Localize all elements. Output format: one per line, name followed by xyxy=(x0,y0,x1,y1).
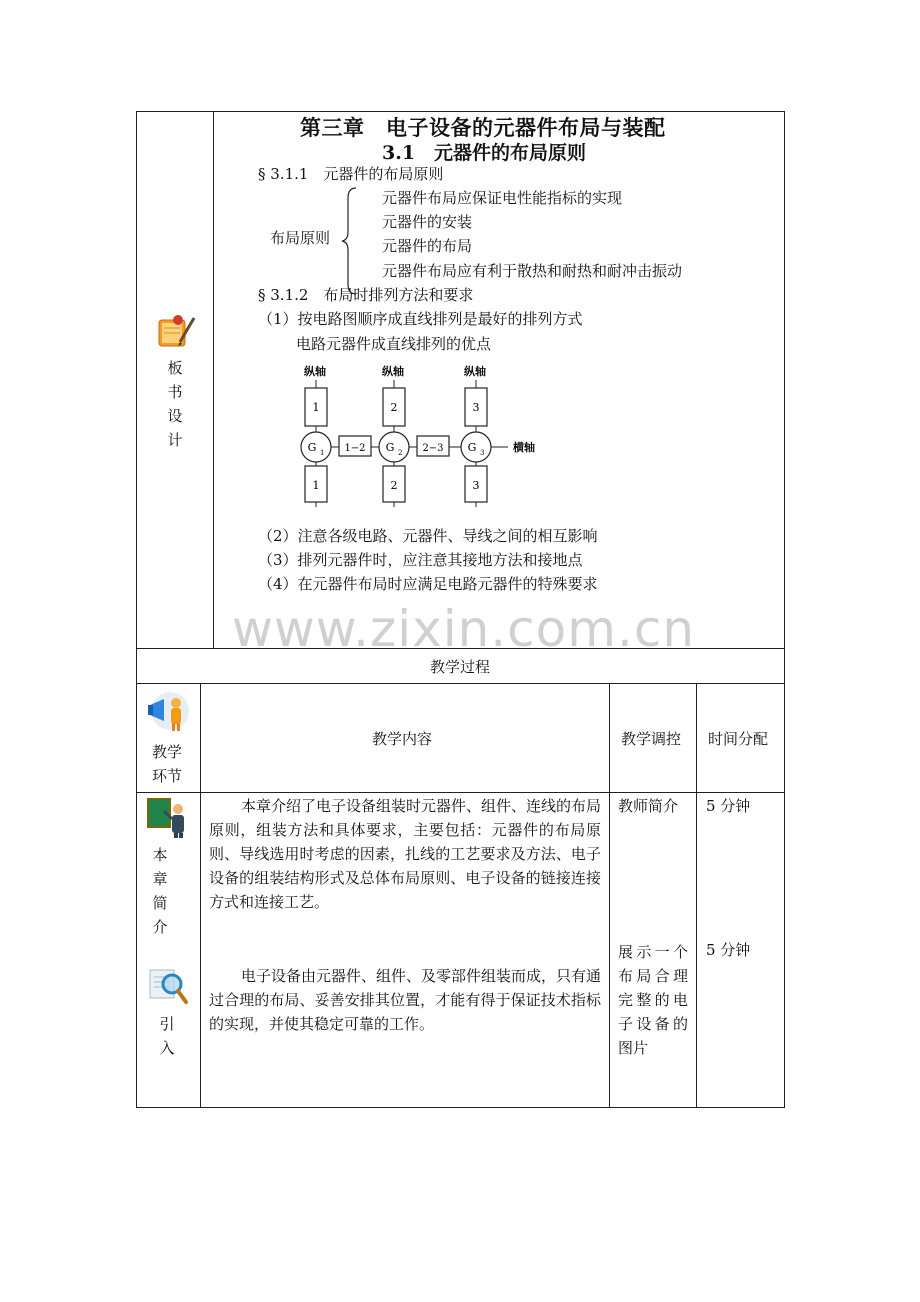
teacher-icon xyxy=(146,797,190,843)
section-heading-2: § 3.1.2 布局时排列方法和要求 xyxy=(258,286,474,304)
row2-content: 电子设备由元器件、组件、及零部件组装而成，只有通过合理的布局、妥善安排其位置，才能有得于保证技术指标的实现，并使其稳定可靠的工作。 xyxy=(209,967,602,1033)
item-4: （4）在元器件布局时应满足电路元器件的特殊要求 xyxy=(258,575,598,593)
watermark: www.zixin.com.cn xyxy=(232,600,696,658)
row1-content: 本章介绍了电子设备组装时元器件、组件、连线的布局原则，组装方法和具体要求，主要包括：元器件的布局原则、导线选用时考虑的因素，扎线的工艺要求及方法、电子设备的组装结构形式及总体布局原则、电子设备的链接连接方式和连接工艺。 xyxy=(209,797,602,911)
link-box-1: 1−2 xyxy=(344,443,366,454)
top-box-1: 1 xyxy=(312,401,320,414)
top-box-2: 2 xyxy=(390,401,398,414)
principle-2: 元器件的安装 xyxy=(382,213,473,231)
principle-1: 元器件布局应保证电性能指标的实现 xyxy=(382,189,623,207)
col-stage-header: 教学 环节 xyxy=(152,743,183,785)
brace xyxy=(340,186,360,300)
chapter-title: 第三章 电子设备的元器件布局与装配 xyxy=(300,115,666,140)
notepad-icon xyxy=(156,312,196,354)
row-divider-3 xyxy=(136,792,785,793)
table-border-bottom xyxy=(136,1107,785,1108)
col-control-header: 教学调控 xyxy=(621,730,682,748)
horizontal-axis-label: 横轴 xyxy=(513,441,535,454)
vertical-axis-label-1: 纵轴 xyxy=(304,365,326,378)
node-1: G xyxy=(307,441,317,454)
node-1-sub: 1 xyxy=(320,449,325,457)
megaphone-icon xyxy=(146,691,190,737)
section-heading-1: § 3.1.1 元器件的布局原则 xyxy=(258,165,444,183)
row1-time: 5 分钟 xyxy=(706,797,751,815)
section-title: 3.1 元器件的布局原则 xyxy=(382,142,587,164)
item-1-sub: 电路元器件成直线排列的优点 xyxy=(296,335,492,353)
item-2: （2）注意各级电路、元器件、导线之间的相互影响 xyxy=(258,527,598,545)
table-border-right xyxy=(784,111,785,1108)
bottom-box-2: 2 xyxy=(390,479,398,492)
node-3-sub: 3 xyxy=(480,449,485,457)
vertical-axis-label-2: 纵轴 xyxy=(382,365,404,378)
item-3: （3）排列元器件时，应注意其接地方法和接地点 xyxy=(258,551,583,569)
col-divider-control xyxy=(696,683,697,1108)
bottom-box-3: 3 xyxy=(472,479,480,492)
node-2-sub: 2 xyxy=(398,449,403,457)
board-divider xyxy=(213,111,214,649)
table-border-left xyxy=(136,111,137,1108)
row2-control: 展示一个布局合理完整的电子设备的图片 xyxy=(618,943,688,1057)
vertical-axis-label-3: 纵轴 xyxy=(464,365,486,378)
row-divider-2 xyxy=(136,683,785,684)
principle-3: 元器件的布局 xyxy=(382,237,473,255)
item-1: （1）按电路图顺序成直线排列是最好的排列方式 xyxy=(258,310,583,328)
row1-stage: 本 章 简 介 xyxy=(152,846,168,936)
col-time-header: 时间分配 xyxy=(708,730,769,748)
node-3: G xyxy=(467,441,477,454)
link-box-2: 2−3 xyxy=(422,443,444,454)
col-content-header: 教学内容 xyxy=(372,730,433,748)
principle-4: 元器件布局应有利于散热和耐热和耐冲击振动 xyxy=(382,262,683,280)
process-header: 教学过程 xyxy=(430,658,491,676)
magnifier-icon xyxy=(148,964,190,1012)
col-divider-content xyxy=(609,683,610,1108)
row2-stage: 引 入 xyxy=(159,1015,175,1057)
row1-control: 教师简介 xyxy=(618,797,679,815)
col-divider-stage xyxy=(200,683,201,1108)
bottom-box-1: 1 xyxy=(312,479,320,492)
brace-label: 布局原则 xyxy=(270,229,331,247)
top-box-3: 3 xyxy=(472,401,480,414)
board-side-label: 板 书 设 计 xyxy=(167,359,183,449)
layout-diagram xyxy=(296,362,556,516)
node-2: G xyxy=(385,441,395,454)
row2-time: 5 分钟 xyxy=(706,941,751,959)
